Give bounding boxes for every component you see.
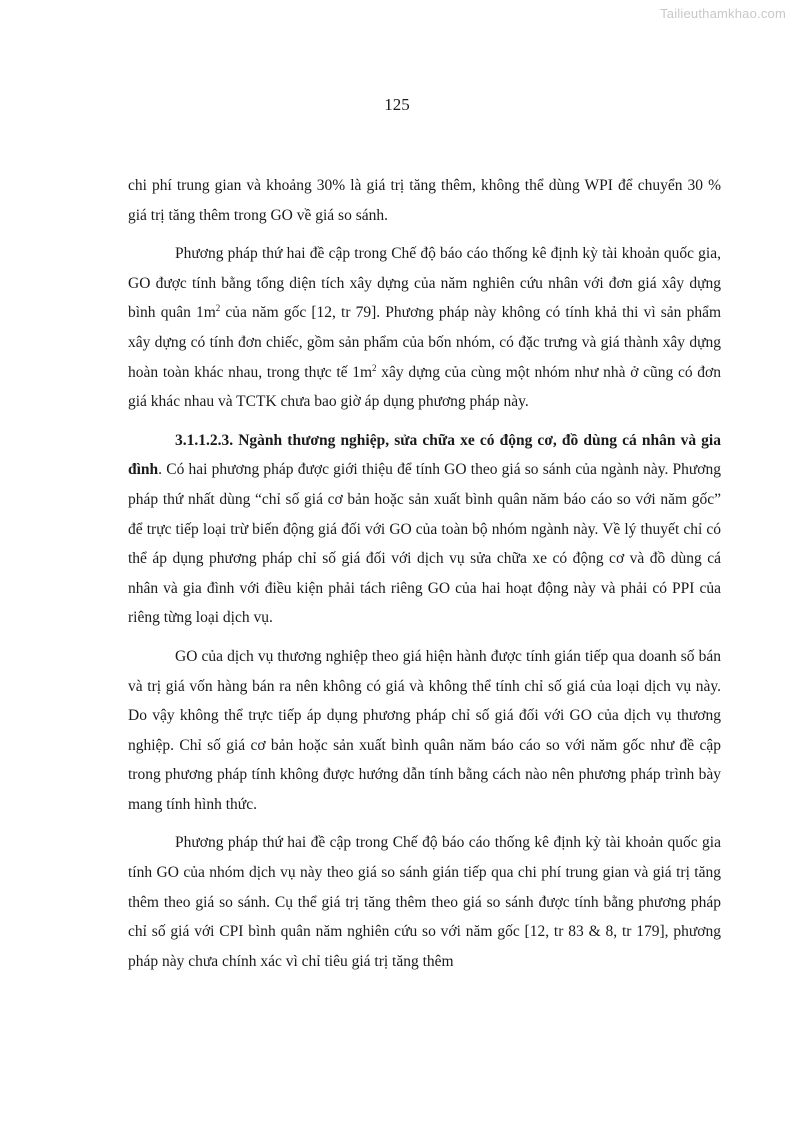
document-body xyxy=(128,171,721,985)
watermark: Tailieuthamkhao.com xyxy=(660,6,786,21)
paragraph-4: GO của dịch vụ thương nghiệp theo giá hiện hành được tính gián tiếp qua doanh số bán và trị giá vốn hàng bán ra nên không có giá và không thể tính chỉ số giá của loại dịch vụ này. Do vậy không thể trực tiếp áp dụng phương pháp chỉ số giá đối với GO của dịch vụ thương nghiệp. Chỉ số giá cơ bản hoặc sản xuất bình quân năm báo cáo so với năm gốc như đề cập trong phương pháp tính không được hướng dẫn tính bằng cách nào nên phương pháp trình bày mang tính hình thức. xyxy=(128,647,721,813)
superscript: 2 xyxy=(372,362,377,373)
page-number: 125 xyxy=(384,95,410,114)
paragraph-2 xyxy=(128,239,721,417)
paragraph-3-body: . Có hai phương pháp được giới thiệu để tính GO theo giá so sánh của ngành này. Phương pháp thứ nhất dùng “chỉ số giá cơ bản hoặc sản xuất bình quân năm báo cáo so với năm gốc” để trực tiếp loại trừ biến động giá đối với GO của toàn bộ nhóm ngành này. Về lý thuyết chỉ có thể áp dụng phương pháp chỉ số giá đối với dịch vụ sửa chữa xe có động cơ và đồ dùng cá nhân và gia đình với điều kiện phải tách riêng GO của hai hoạt động này và phải có PPI của riêng từng loại dịch vụ. xyxy=(128,461,721,627)
superscript: 2 xyxy=(215,303,221,314)
paragraph-2-part-b: của năm gốc [12, tr 79]. Phương pháp này không có tính khả thi vì sản phẩm xây dựng có tính đơn chiếc, gồm sản phẩm của bốn nhóm, có đặc trưng và giá thành xây dựng hoàn toàn khác nhau, trong thực tế 1m xyxy=(128,304,721,381)
paragraph-2-part-c: xây dựng của cùng một nhóm như nhà ở cũng có đơn giá khác nhau và TCTK chưa bao giờ áp dụng phương pháp này. xyxy=(128,363,721,411)
paragraph-1: chi phí trung gian và khoảng 30% là giá trị tăng thêm, không thể dùng WPI để chuyển 30 % giá trị tăng thêm trong GO về giá so sánh. xyxy=(128,177,721,224)
paragraph-5: Phương pháp thứ hai đề cập trong Chế độ báo cáo thống kê định kỳ tài khoản quốc gia tính GO của nhóm dịch vụ này theo giá so sánh gián tiếp qua chi phí trung gian và giá trị tăng thêm theo giá so sánh. Cụ thể giá trị tăng thêm theo giá so sánh được tính bằng phương pháp chỉ số giá với CPI bình quân năm nghiên cứu so với năm gốc [12, tr 83 & 8, tr 179], phương pháp này chưa chính xác vì chỉ tiêu giá trị tăng thêm xyxy=(128,834,721,970)
section-heading: 3.1.1.2.3. Ngành thương nghiệp, sửa chữa xe có động cơ, đồ dùng cá nhân và gia đình xyxy=(128,431,721,479)
paragraph-3 xyxy=(128,426,721,633)
paragraph-2-part-a: Phương pháp thứ hai đề cập trong Chế độ báo cáo thống kê định kỳ tài khoản quốc gia, GO được tính bằng tổng diện tích xây dựng của năm nghiên cứu nhân với đơn giá xây dựng bình quân 1m xyxy=(128,245,721,322)
